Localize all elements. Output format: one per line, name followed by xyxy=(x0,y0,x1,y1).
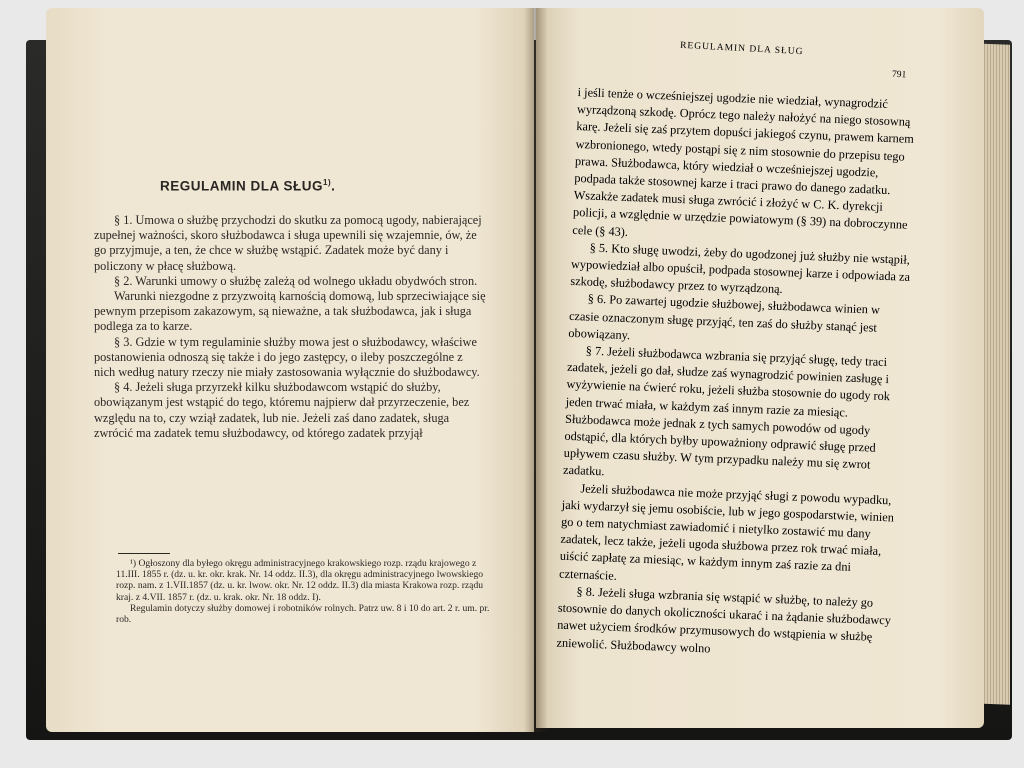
footnote: Regulamin dotyczy służby domowej i robotników rolnych. Patrz uw. 8 i 10 do art. 2 r. um. pr. rob. xyxy=(116,602,490,626)
paragraph: § 3. Gdzie w tym regulaminie służby mowa jest o służbodawcy, właściwe postanowienia odnoszą się także i do jego zastępcy, o ileby poszczególne z nich według natury rzeczy nie miały zastosowania wyłącznie do służbodawcy. xyxy=(94,334,480,380)
paragraph: § 5. Kto sługę uwodzi, żeby do ugodzonej już służby nie wstąpił, wypowiedział albo opuścił, podpada stosownej karze i odpowiada za szkodę, służbodawcy przez to wyrządzoną. xyxy=(570,240,911,297)
left-page xyxy=(46,8,534,732)
paragraph: Jeżeli służbodawca nie może przyjąć sługi z powodu wypadku, jaki wydarzył się jemu osobiście, lub w jego gospodarstwie, winien go o tem natychmiast zawiadomić i nietylko zostawić mu dany zadatek, lecz także, jeżeli ugoda służbowa przez rok trwać miała, uiścić zapłatę za miesiąc, w każdym innym zaś razie za dni czternaście. xyxy=(558,481,895,583)
title-end: . xyxy=(331,178,336,194)
paragraph: § 6. Po zawartej ugodzie służbowej, służbodawca winien w czasie oznaczonym sługę przyjąć, ten zaś do służby stanąć jest obowiązany. xyxy=(568,291,881,343)
page-title xyxy=(160,178,335,194)
footnote-ref: 1) xyxy=(323,178,332,187)
paragraph: § 4. Jeżeli sługa przyrzekł kilku służbodawcom wstąpić do służby, obowiązanym jest wstąpić do tego, któremu najpierw dał przyrzeczenie, bez względu na to, czy wziął zadatek, lub nie. Jeżeli zaś dano zadatek, sługa zwrócić ma zadatek temu służbodawcy, od którego zadatek przyjął xyxy=(94,380,470,440)
left-body xyxy=(94,213,486,441)
right-body xyxy=(556,84,918,664)
footnote: ¹) Ogłoszony dla byłego okręgu administracyjnego krakowskiego rozp. rządu krajowego z 11.III. 1855 r. (dz. u. kr. okr. krak. Nr. 14 oddz. II.3), dla okręgu administracyjnego lwowskiego rozp. nam. z 1.VII.1857 (dz. u. kr. lwow. okr. Nr. 12 oddz. II.3) dla miasta Krakowa rozp. rządu kraj. z 4.VII. 1857 r. (dz. u. krak. okr. Nr. 18 oddz. I). xyxy=(116,558,484,603)
paragraph: § 2. Warunki umowy o służbę zależą od wolnego układu obydwóch stron. xyxy=(114,273,478,288)
paragraph: § 8. Jeżeli sługa wzbrania się wstąpić w służbę, to należy go stosownie do danych okoliczności ukarać i na żądanie służbodawcy nawet użyciem środków przymusowych do wstąpienia w służbę zniewolić. Służbodawcy wolno xyxy=(556,584,892,655)
paragraph: § 1. Umowa o służbę przychodzi do skutku za pomocą ugody, nabierającej zupełnej ważności, skoro służbodawca i sługa upewnili się wzajemnie, ów, że go przyjmuje, a ten, że chce w służbę wstąpić. Zadatek może być dany i policzony w płacę służbową. xyxy=(94,213,482,273)
title-text: REGULAMIN DLA SŁUG xyxy=(160,178,323,194)
book-gutter xyxy=(524,8,548,732)
running-head: REGULAMIN DLA SŁUG xyxy=(679,40,804,58)
paragraph: Warunki niezgodne z przyzwoitą karnością domową, lub sprzeciwiające się pewnym przepisom zakazowym, są nieważne, a tak służbodawca, jak i sługa podlega za to karze. xyxy=(94,289,486,334)
footnote-rule xyxy=(118,553,170,554)
page-number: 791 xyxy=(891,69,907,81)
footnotes xyxy=(116,558,492,625)
paragraph: i jeśli tenże o wcześniejszej ugodzie nie wiedział, wynagrodzić wyrządzoną szkodę. Oprócz tego należy nałożyć na niego stosowną karę. Jeżeli się zaś przytem dopuści jakiegoś czynu, prawem karnem wzbronionego, wtedy postąpi się z nim stosownie do przepisu tego prawa. Służbodawca, który wiedział o wcześniejszej ugodzie, podpada także stosownej karze i traci prawo do danego zadatku. Wszakże zadatek musi sługa zwrócić i złożyć w C. K. dyrekcji policji, a względnie w urzędzie powiatowym (§ 39) na dobroczynne cele (§ 43). xyxy=(572,84,915,239)
paragraph: § 7. Jeżeli służbodawca wzbrania się przyjąć sługę, tedy traci zadatek, jeżeli go dał, słudze zaś wynagrodzić powinien zasługę i wyżywienie na ćwierć roku, jeżeli służba stosownie do ugody rok jeden trwać miała, w każdym zaś innym razie za miesiąc. Służbodawca może jednak z tych samych powodów od ugody odstąpić, dla których byłby upoważniony odprawić sługę przed upływem czasu służby. W tym przypadku należy mu się zwrot zadatku. xyxy=(562,343,891,479)
